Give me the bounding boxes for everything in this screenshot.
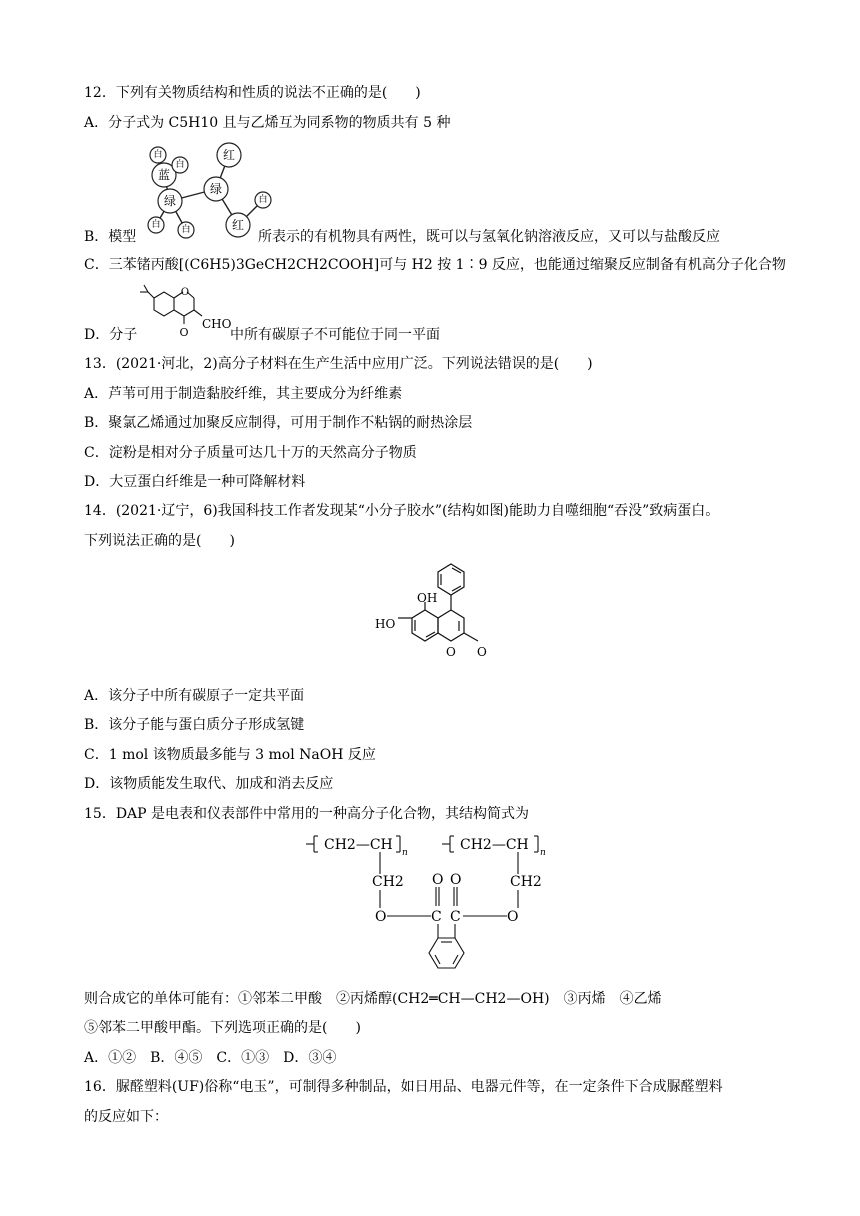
degree-n: n (402, 848, 408, 858)
ester-oxygen-label: O (507, 909, 519, 925)
q16-line1: 16．脲醛塑料(UF)俗称“电玉”，可制得多种制品，如日用品、电器元件等，在一定条件下合成脲醛塑料 (84, 1079, 723, 1095)
carbonyl-oxygen-label: O (450, 872, 462, 888)
atom-label: 红 (222, 148, 236, 162)
q14-stem-line2: 下列说法正确的是( ) (84, 533, 235, 549)
q12-option-a: A．分子式为 C5H10 且与乙烯互为同系物的物质共有 5 种 (84, 115, 451, 131)
aldehyde-label: CHO (202, 317, 232, 331)
dap-structural-formula (300, 830, 560, 980)
coumarin-structure (355, 562, 515, 678)
atom-label: 白 (181, 225, 191, 235)
repeat-unit-label: CH2—CH (324, 837, 393, 853)
q16-line2: 的反应如下： (84, 1109, 168, 1125)
q12-option-b-prefix: B．模型 (84, 229, 137, 245)
atom-label: 绿 (209, 182, 223, 196)
ball-stick-model (130, 138, 280, 240)
methylene-label: CH2 (372, 874, 404, 890)
carbonyl-oxygen-label: O (477, 645, 487, 659)
ring-oxygen-label: O (180, 287, 190, 298)
carbonyl-oxygen-label: O (432, 872, 444, 888)
q13-option-c: C．淀粉是相对分子质量可达几十万的天然高分子物质 (84, 445, 417, 461)
atom-label: 绿 (163, 194, 177, 208)
q14-option-d: D．该物质能发生取代、加成和消去反应 (84, 776, 334, 792)
atom-label: 白 (258, 195, 268, 205)
atom-label: 白 (175, 160, 185, 170)
ester-oxygen-label: O (375, 909, 387, 925)
carbonyl-carbon-label: C (450, 909, 461, 925)
methylene-label: CH2 (510, 874, 542, 890)
hydroxyl-label: HO (375, 617, 396, 631)
q12-option-d-prefix: D．分子 (84, 327, 138, 343)
q14-option-b: B．该分子能与蛋白质分子形成氢键 (84, 717, 305, 733)
q15-line1: 则合成它的单体可能有：①邻苯二甲酸 ②丙烯醇(CH2═CH—CH2—OH) ③丙烯 ④乙烯 (84, 991, 662, 1007)
q14-option-c: C．1 mol 该物质最多能与 3 mol NaOH 反应 (84, 747, 376, 763)
hydroxyl-label: OH (417, 591, 438, 605)
chromone-aldehyde-structure (134, 282, 234, 342)
degree-n: n (540, 848, 546, 858)
q12-option-b-suffix: 所表示的有机物具有两性，既可以与氢氧化钠溶液反应，又可以与盐酸反应 (258, 229, 720, 245)
q13-option-d: D．大豆蛋白纤维是一种可降解材料 (84, 474, 306, 490)
q13-stem: 13．(2021·河北，2)高分子材料在生产生活中应用广泛。下列说法错误的是( ) (84, 356, 593, 372)
q12-stem: 12．下列有关物质结构和性质的说法不正确的是( ) (84, 85, 421, 101)
q15-stem: 15．DAP 是电表和仪表部件中常用的一种高分子化合物，其结构简式为 (84, 806, 530, 822)
carbonyl-carbon-label: C (431, 909, 442, 925)
q15-options: A．①② B．④⑤ C．①③ D．③④ (84, 1050, 337, 1066)
q12-option-d-suffix: 中所有碳原子不可能位于同一平面 (230, 327, 440, 343)
q14-option-a: A．该分子中所有碳原子一定共平面 (84, 688, 305, 704)
repeat-unit-label: CH2—CH (460, 837, 529, 853)
keto-oxygen-label: O (179, 326, 189, 339)
q13-option-b: B．聚氯乙烯通过加聚反应制得，可用于制作不粘锅的耐热涂层 (84, 415, 473, 431)
q14-stem-line1: 14．(2021·辽宁，6)我国科技工作者发现某“小分子胶水”(结构如图)能助力自噬细胞“吞没”致病蛋白。 (84, 503, 720, 519)
q12-option-c: C．三苯锗丙酸[(C6H5)3GeCH2CH2COOH]可与 H2 按 1∶9 反应，也能通过缩聚反应制备有机高分子化合物 (84, 257, 786, 273)
q15-line2: ⑤邻苯二甲酸甲酯。下列选项正确的是( ) (84, 1020, 361, 1036)
atom-label: 红 (231, 218, 245, 232)
q13-option-a: A．芦苇可用于制造黏胶纤维，其主要成分为纤维素 (84, 386, 403, 402)
atom-label: 蓝 (157, 168, 171, 182)
atom-label: 白 (153, 150, 163, 160)
atom-label: 白 (151, 220, 161, 230)
ring-oxygen-label: O (446, 645, 456, 659)
